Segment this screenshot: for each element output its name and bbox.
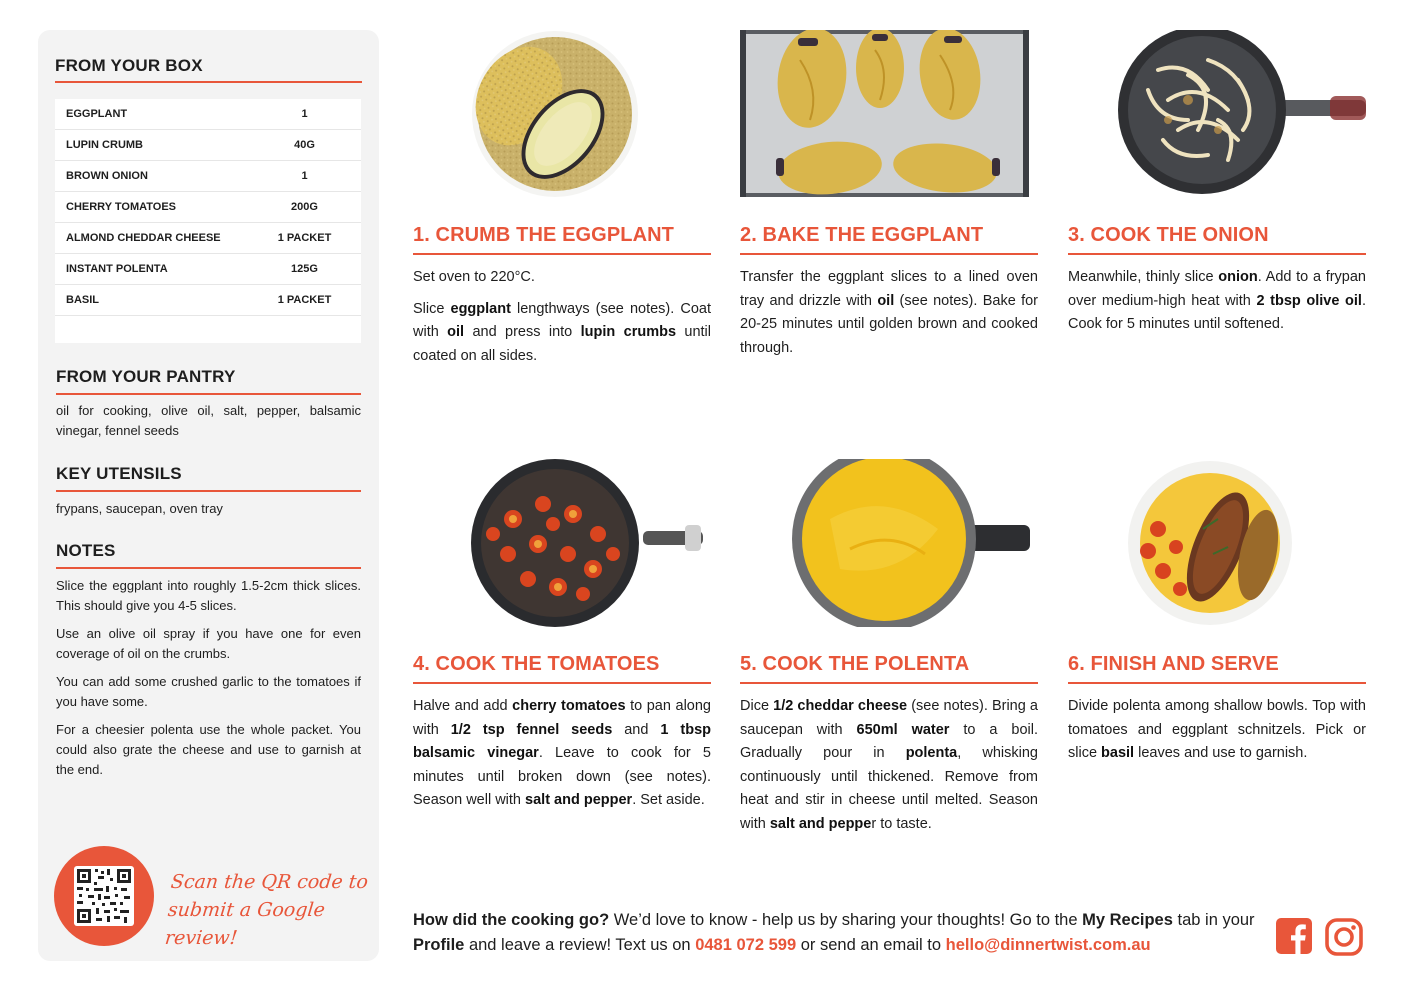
step-instructions — [740, 266, 1038, 368]
text-run: Halve and add — [413, 698, 513, 714]
bold-text: 650ml water — [856, 721, 950, 738]
key-utensils-heading: KEY UTENSILS — [56, 464, 182, 483]
pantry-items-text: oil for cooking, olive oil, salt, pepper, balsamic vinegar, fennel seeds — [56, 403, 361, 438]
step-instructions — [1068, 695, 1366, 774]
step-divider — [413, 253, 711, 255]
instruction-paragraph — [413, 266, 711, 290]
text-run: lengthways (see notes). Coat with — [413, 300, 711, 340]
baked-eggplant-tray-photo — [740, 30, 1038, 198]
step-divider — [1068, 253, 1366, 255]
instruction-paragraph — [740, 266, 1038, 360]
contact-link[interactable]: 0481 072 599 — [695, 936, 797, 954]
step-divider — [740, 682, 1038, 684]
text-run: (see notes). Bake for 20-25 minutes until golden brown and cooked through. — [740, 292, 1038, 356]
text-run: or send an email to — [796, 936, 946, 954]
ingredient-quantity: 1 — [301, 108, 308, 120]
text-run: (see notes). Bring a saucepan with — [740, 698, 1038, 738]
text-run: . Set aside. — [632, 792, 705, 808]
ingredients-table — [55, 99, 361, 343]
note-item: Use an olive oil spray if you have one for even coverage of oil on the crumbs. — [56, 626, 361, 661]
ingredient-name: ALMOND CHEDDAR CHEESE — [66, 232, 221, 244]
text-run: . Cook for 5 minutes until softened. — [1068, 292, 1366, 332]
qr-code-icon[interactable] — [74, 866, 134, 926]
text-run: to a boil. Gradually pour in — [740, 721, 1038, 761]
bold-text: 2 tbsp olive oil — [1256, 292, 1362, 309]
step-title: 6. FINISH AND SERVE — [1068, 653, 1279, 675]
polenta-saucepan-photo — [740, 459, 1038, 627]
review-footer-text — [413, 908, 1263, 958]
bold-text: polenta — [905, 745, 958, 761]
notes-heading: NOTES — [56, 541, 116, 560]
ingredient-quantity: 1 PACKET — [277, 294, 332, 306]
text-run: to pan along with — [413, 698, 711, 738]
utensils-text: frypans, saucepan, oven tray — [56, 501, 223, 516]
ingredient-quantity: 1 — [301, 170, 308, 182]
tomatoes-pan-photo — [413, 459, 711, 627]
text-run: until coated on all sides. — [413, 324, 711, 364]
text-run: Slice — [413, 300, 451, 317]
ingredient-quantity: 125G — [291, 263, 318, 275]
note-item: You can add some crushed garlic to the tomatoes if you have some. — [56, 674, 361, 709]
bold-text: eggplant — [450, 300, 511, 317]
ingredient-name: INSTANT POLENTA — [66, 263, 168, 275]
ingredient-row — [55, 130, 361, 161]
text-run: Set oven to 220°C. — [413, 269, 535, 285]
text-run: Transfer the eggplant slices to a lined oven tray and drizzle with — [740, 269, 1038, 309]
bold-text: basil — [1101, 745, 1135, 761]
qr-review-line: submit a Google review! — [163, 899, 326, 949]
heading-divider — [56, 567, 361, 569]
bold-text: oil — [447, 324, 465, 340]
step-title: 1. CRUMB THE EGGPLANT — [413, 224, 674, 246]
text-run: tab in your — [1172, 911, 1255, 929]
heading-divider — [56, 393, 361, 395]
step-title: 3. COOK THE ONION — [1068, 224, 1269, 246]
ingredient-name: BASIL — [66, 294, 99, 306]
qr-review-line: Scan the QR code to — [169, 871, 370, 893]
step-divider — [1068, 682, 1366, 684]
instruction-paragraph — [1068, 266, 1366, 337]
ingredient-name: LUPIN CRUMB — [66, 139, 143, 151]
bold-text: Profile — [413, 936, 465, 954]
text-run: leaves and use to garnish. — [1134, 745, 1308, 761]
ingredient-name: EGGPLANT — [66, 108, 128, 120]
bold-text: My Recipes — [1082, 911, 1173, 929]
bold-text: 1/2 tsp fennel seeds — [450, 721, 613, 738]
ingredient-quantity: 40G — [294, 139, 315, 151]
ingredient-row — [55, 161, 361, 192]
text-run: and press into — [464, 324, 581, 340]
facebook-icon[interactable] — [1276, 918, 1312, 954]
bold-text: How did the cooking go? — [413, 911, 610, 929]
bold-text: lupin crumbs — [580, 324, 677, 340]
step-instructions — [413, 266, 711, 376]
instruction-paragraph — [413, 695, 711, 813]
ingredients-panel — [38, 30, 379, 961]
text-run: Meanwhile, thinly slice — [1068, 269, 1219, 285]
step-title: 5. COOK THE POLENTA — [740, 653, 970, 675]
bold-text: salt and peppe — [769, 815, 872, 832]
step-divider — [740, 253, 1038, 255]
ingredient-row — [55, 254, 361, 285]
bold-text: 1/2 cheddar cheese — [773, 698, 908, 714]
crumbed-eggplant-photo — [413, 30, 711, 198]
text-run: Divide polenta among shallow bowls. Top with tomatoes and eggplant schnitzels. Pick or slice — [1068, 698, 1366, 761]
bold-text: onion — [1218, 269, 1258, 285]
bold-text: salt and pepper — [525, 792, 633, 808]
note-item: Slice the eggplant into roughly 1.5-2cm thick slices. This should give you 4-5 slices. — [56, 578, 361, 613]
step-instructions — [413, 695, 711, 821]
bold-text: oil — [877, 292, 895, 309]
step-instructions — [1068, 266, 1366, 345]
qr-code-badge[interactable] — [54, 846, 154, 946]
step-title: 4. COOK THE TOMATOES — [413, 653, 660, 675]
ingredient-row — [55, 285, 361, 316]
text-run: Dice — [740, 698, 774, 714]
qr-review-prompt — [164, 868, 373, 952]
ingredient-row — [55, 223, 361, 254]
instagram-icon[interactable] — [1325, 918, 1363, 956]
ingredient-row — [55, 192, 361, 223]
ingredient-quantity: 1 PACKET — [277, 232, 332, 244]
ingredient-name: CHERRY TOMATOES — [66, 201, 177, 213]
heading-divider — [56, 490, 361, 492]
from-your-pantry-heading: FROM YOUR PANTRY — [56, 367, 236, 386]
step-title: 2. BAKE THE EGGPLANT — [740, 224, 984, 246]
bold-text: 1 tbsp balsamic vinegar — [413, 721, 712, 761]
text-run: . Leave to cook for 5 minutes until broken down (see notes). Season well with — [413, 745, 711, 808]
text-run: and — [612, 721, 661, 738]
step-divider — [413, 682, 711, 684]
instruction-paragraph — [413, 298, 711, 369]
note-item: For a cheesier polenta use the whole packet. You could also grate the cheese and use to garnish at the end. — [56, 722, 361, 777]
from-your-box-heading: FROM YOUR BOX — [55, 56, 203, 75]
ingredient-row — [55, 99, 361, 130]
contact-link[interactable]: hello@dinnertwist.com.au — [945, 936, 1151, 954]
text-run: We’d love to know - help us by sharing your thoughts! Go to the — [609, 911, 1083, 929]
ingredient-quantity: 200G — [291, 201, 318, 213]
text-run: . Add to a frypan over medium-high heat with — [1068, 269, 1366, 309]
instruction-paragraph — [740, 695, 1038, 836]
text-run: r to taste. — [871, 815, 932, 832]
instruction-paragraph — [1068, 695, 1366, 766]
notes-list — [56, 576, 361, 788]
ingredient-name: BROWN ONION — [66, 170, 148, 182]
finished-dish-photo — [1068, 459, 1366, 627]
onion-frypan-photo — [1068, 30, 1366, 198]
text-run: and leave a review! Text us on — [464, 936, 696, 954]
heading-divider — [55, 81, 362, 83]
bold-text: cherry tomatoes — [512, 698, 626, 714]
step-instructions — [740, 695, 1038, 844]
text-run: , whisking continuously until thickened. Remove from heat and stir in cheese until melted. Season with — [740, 745, 1038, 832]
